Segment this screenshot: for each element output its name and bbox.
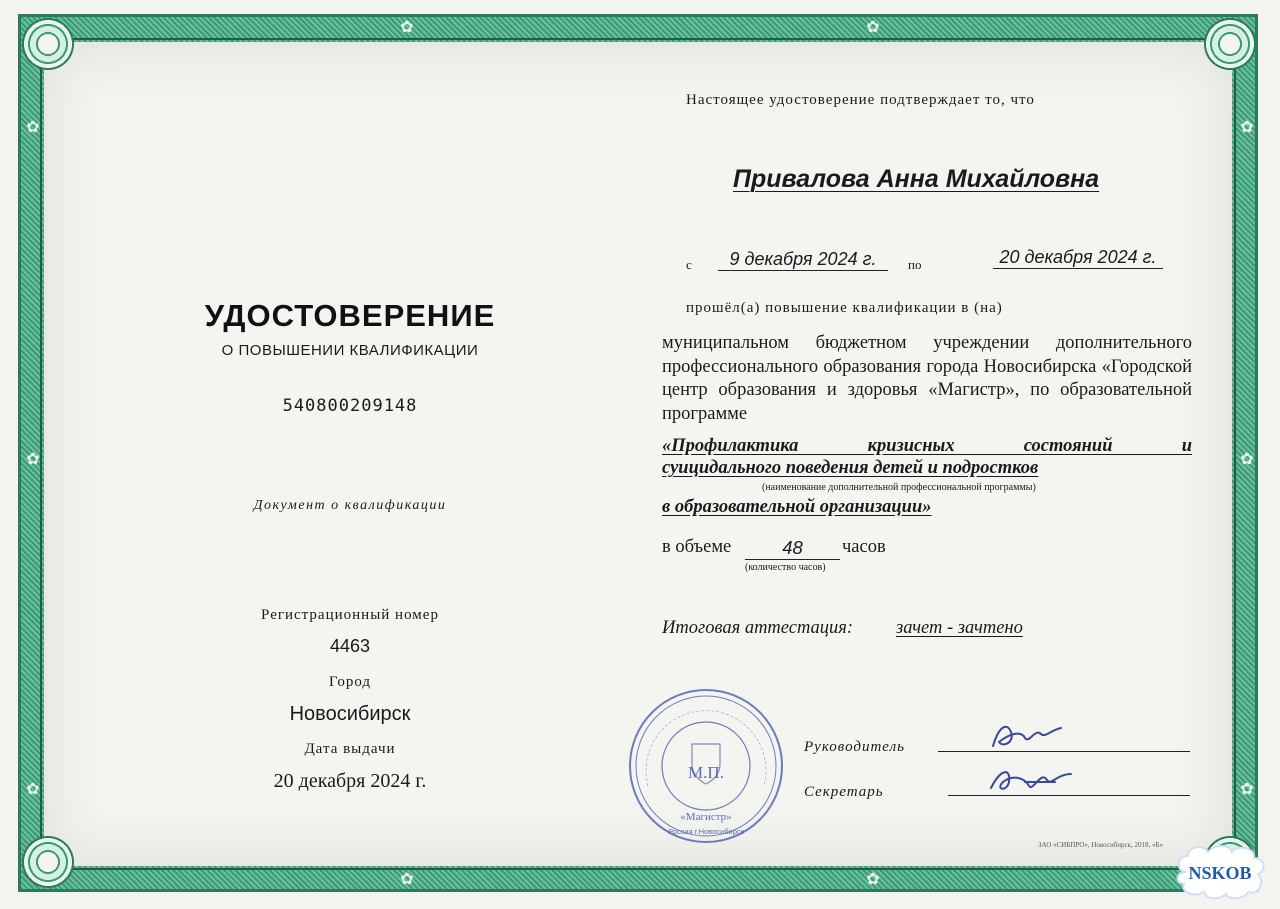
from-preposition: с [686, 257, 692, 272]
city-value: Новосибирск [289, 703, 411, 725]
head-label: Руководитель [804, 739, 905, 755]
bow-ornament: ✿ [866, 869, 880, 888]
official-stamp [626, 686, 786, 846]
program-title-line-1: «Профилактика кризисных состояний и [662, 436, 1192, 456]
stamp-center: М.П. [688, 763, 724, 782]
bow-ornament: ✿ [1240, 779, 1254, 798]
to-preposition: по [908, 257, 922, 272]
corner-rosette-bottom-left [22, 836, 74, 888]
bow-ornament: ✿ [400, 17, 414, 36]
registration-number: 4463 [329, 636, 371, 656]
bow-ornament: ✿ [1240, 117, 1254, 136]
organization-text: муниципальном бюджетном учреждении дополнительного профессионального образования города Новосибирска «Городской центр образования и здоровья «Магистр», по образовательной программе [662, 333, 1192, 424]
certificate-title: УДОСТОВЕРЕНИЕ [204, 298, 496, 333]
bow-ornament: ✿ [26, 117, 40, 136]
bow-ornament: ✿ [1240, 449, 1254, 468]
corner-rosette-top-right [1204, 18, 1256, 70]
head-signature [985, 716, 1065, 756]
printer-note: ЗАО «СИБПРО», Новосибирск, 2018, «Б» [1038, 841, 1164, 849]
volume-prefix: в объеме [662, 537, 732, 557]
bow-ornament: ✿ [866, 17, 880, 36]
person-name: Привалова Анна Михайловна [733, 165, 1100, 193]
bow-ornament: ✿ [400, 869, 414, 888]
attestation-result: зачет - зачтено [896, 618, 1023, 638]
bow-ornament: ✿ [26, 449, 40, 468]
document-type: Документ о квалификации [253, 498, 447, 513]
to-date: 20 декабря 2024 г. [993, 247, 1163, 269]
city-label: Город [328, 674, 372, 690]
registration-number-label: Регистрационный номер [261, 607, 439, 623]
program-title-line-3: в образовательной организации» [662, 497, 932, 517]
stamp-city: Россия г.Новосибирск [668, 827, 744, 836]
secretary-label: Секретарь [804, 784, 884, 800]
badge-text: NSKOB [1188, 863, 1252, 883]
volume-hours: 48 [745, 537, 840, 560]
completed-text: прошёл(а) повышение квалификации в (на) [686, 300, 1003, 316]
issue-date: 20 декабря 2024 г. [273, 770, 427, 792]
nskob-watermark-badge [1172, 842, 1268, 902]
program-title-line-2: суицидального поведения детей и подростков [662, 458, 1039, 478]
serial-number: 540800209148 [282, 396, 418, 416]
volume-caption: (количество часов) [745, 562, 826, 573]
bow-ornament: ✿ [26, 779, 40, 798]
intro-text: Настоящее удостоверение подтверждает то, что [686, 92, 1035, 108]
attestation-label: Итоговая аттестация: [662, 618, 854, 638]
volume-suffix: часов [842, 537, 886, 557]
program-title [662, 435, 1192, 479]
from-date: 9 декабря 2024 г. [718, 249, 888, 271]
certificate-subtitle: О ПОВЫШЕНИИ КВАЛИФИКАЦИИ [221, 342, 479, 359]
program-caption: (наименование дополнительной профессиональной программы) [762, 482, 1036, 493]
stamp-bottom: «Магистр» [680, 811, 732, 823]
issue-date-label: Дата выдачи [304, 741, 396, 757]
secretary-signature [985, 760, 1075, 800]
corner-rosette-top-left [22, 18, 74, 70]
